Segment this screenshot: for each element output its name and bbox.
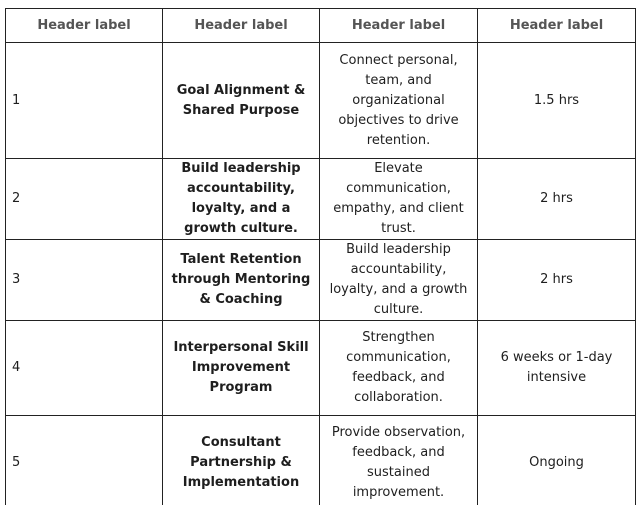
table-header [6, 9, 636, 43]
table-body [6, 43, 636, 505]
table-row [6, 43, 636, 159]
header-row [6, 9, 636, 43]
header-cell: Header label [6, 9, 163, 43]
program-title: Interpersonal Skill Improvement Program [163, 321, 320, 416]
program-description: Build leadership accountability, loyalty, and a growth culture. [320, 240, 478, 321]
row-number: 3 [6, 240, 163, 321]
program-title: Goal Alignment & Shared Purpose [163, 43, 320, 159]
program-title: Consultant Partnership & Implementation [163, 416, 320, 505]
program-duration: 6 weeks or 1-day intensive [478, 321, 636, 416]
header-cell: Header label [320, 9, 478, 43]
program-duration: 2 hrs [478, 240, 636, 321]
program-title: Talent Retention through Mentoring & Coaching [163, 240, 320, 321]
row-number: 5 [6, 416, 163, 505]
program-duration: Ongoing [478, 416, 636, 505]
row-number: 1 [6, 43, 163, 159]
table-row [6, 240, 636, 321]
header-cell: Header label [163, 9, 320, 43]
table-row [6, 321, 636, 416]
program-title: Build leadership accountability, loyalty, and a growth culture. [163, 159, 320, 240]
header-cell: Header label [478, 9, 636, 43]
program-duration: 1.5 hrs [478, 43, 636, 159]
program-description: Strengthen communication, feedback, and collaboration. [320, 321, 478, 416]
table-row [6, 416, 636, 505]
program-table [5, 8, 636, 505]
program-description: Connect personal, team, and organizational objectives to drive retention. [320, 43, 478, 159]
row-number: 2 [6, 159, 163, 240]
row-number: 4 [6, 321, 163, 416]
program-description: Elevate communication, empathy, and client trust. [320, 159, 478, 240]
program-duration: 2 hrs [478, 159, 636, 240]
program-description: Provide observation, feedback, and sustained improvement. [320, 416, 478, 505]
table-row [6, 159, 636, 240]
